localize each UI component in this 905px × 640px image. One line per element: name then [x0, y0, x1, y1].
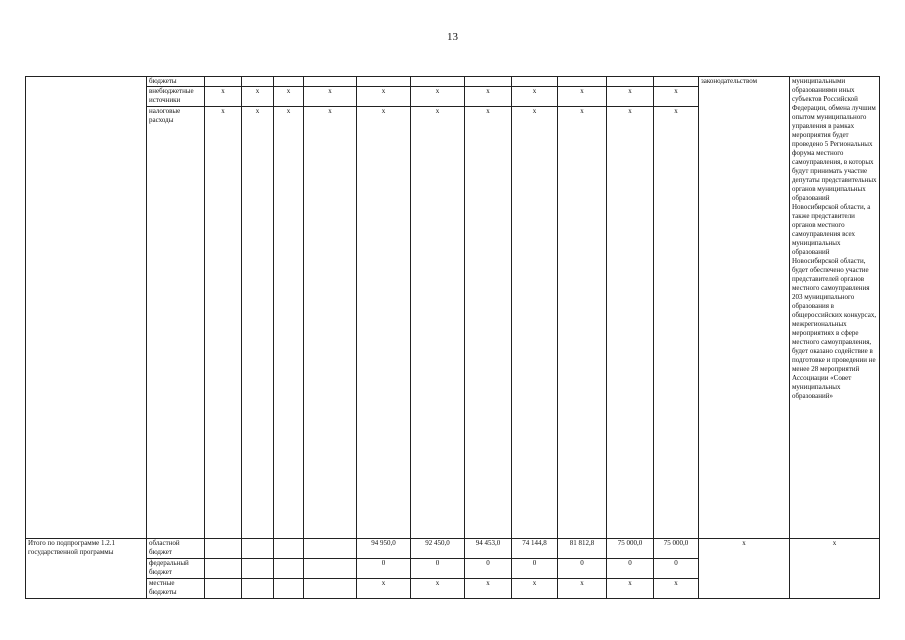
executor-cell: законодательством — [699, 77, 790, 539]
table-cell: x — [242, 87, 274, 107]
table-cell: 0 — [512, 559, 558, 579]
table-cell: 0 — [411, 559, 465, 579]
table-cell: x — [411, 579, 465, 599]
table-cell: x — [465, 107, 512, 539]
table-cell: 0 — [357, 559, 411, 579]
table-cell: 94 950,0 — [357, 539, 411, 559]
table-cell: 94 453,0 — [465, 539, 512, 559]
table-cell: x — [205, 107, 242, 539]
program-table — [25, 76, 880, 599]
table-cell: 0 — [465, 559, 512, 579]
table-cell: x — [205, 87, 242, 107]
table-cell: x — [274, 107, 304, 539]
total-executor-cell: x — [699, 539, 790, 599]
table-row-budgets — [26, 77, 880, 87]
table-cell: 74 144,8 — [512, 539, 558, 559]
table-cell: x — [558, 87, 607, 107]
table-cell: x — [411, 107, 465, 539]
table-cell: 75 000,0 — [607, 539, 654, 559]
table-cell: 0 — [654, 559, 699, 579]
table-cell: x — [357, 107, 411, 539]
funding-source: внебюджетные источники — [147, 87, 205, 107]
table-cell: x — [465, 579, 512, 599]
table-cell: 92 450,0 — [411, 539, 465, 559]
table-cell: x — [558, 579, 607, 599]
table-cell: 0 — [607, 559, 654, 579]
funding-source: федеральный бюджет — [147, 559, 205, 579]
table-row-total-regional — [26, 539, 880, 559]
funding-source: бюджеты — [147, 77, 205, 87]
table-cell: x — [357, 579, 411, 599]
table-cell: 0 — [558, 559, 607, 579]
table-cell: x — [558, 107, 607, 539]
total-title-cell: Итого по подпрограмме 1.2.1 государственной программы — [26, 539, 147, 599]
table-cell: x — [357, 87, 411, 107]
table-cell: x — [654, 107, 699, 539]
table-cell: x — [242, 107, 274, 539]
funding-source: налоговые расходы — [147, 107, 205, 539]
funding-source: областной бюджет — [147, 539, 205, 559]
table-cell: 75 000,0 — [654, 539, 699, 559]
table-cell: x — [654, 579, 699, 599]
table-cell: x — [304, 87, 357, 107]
table-cell: x — [304, 107, 357, 539]
table-cell: x — [607, 579, 654, 599]
table-cell: 81 812,8 — [558, 539, 607, 559]
table-cell: x — [607, 107, 654, 539]
table-cell: x — [465, 87, 512, 107]
table-cell: x — [654, 87, 699, 107]
table-cell: x — [512, 107, 558, 539]
table-cell: x — [411, 87, 465, 107]
table-cell: x — [512, 579, 558, 599]
program-name-cell — [26, 77, 147, 539]
table-cell: x — [607, 87, 654, 107]
total-result-cell: x — [790, 539, 880, 599]
table-cell: x — [512, 87, 558, 107]
page-number: 13 — [447, 31, 458, 43]
funding-source: местные бюджеты — [147, 579, 205, 599]
table-cell: x — [274, 87, 304, 107]
expected-result-cell: муниципальными образованиями иных субъектов Российской Федерации, обмена лучшим опытом муниципального управления в рамках мероприятия будет проведено 5 Региональных форума местного самоуправления, в которых будут принимать участие депутаты представительных органов муниципальных образований Новосибирской области, а также представители органов местного самоуправления всех муниципальных образований Новосибирской области, будет обеспечено участие представителей органов местного самоуправления 203 муниципального образования в общероссийских конкурсах, межрегиональных мероприятиях в сфере местного самоуправления, будет оказано содействие в подготовке и проведении не менее 28 мероприятий Ассоциации «Совет муниципальных образований» — [790, 77, 880, 539]
